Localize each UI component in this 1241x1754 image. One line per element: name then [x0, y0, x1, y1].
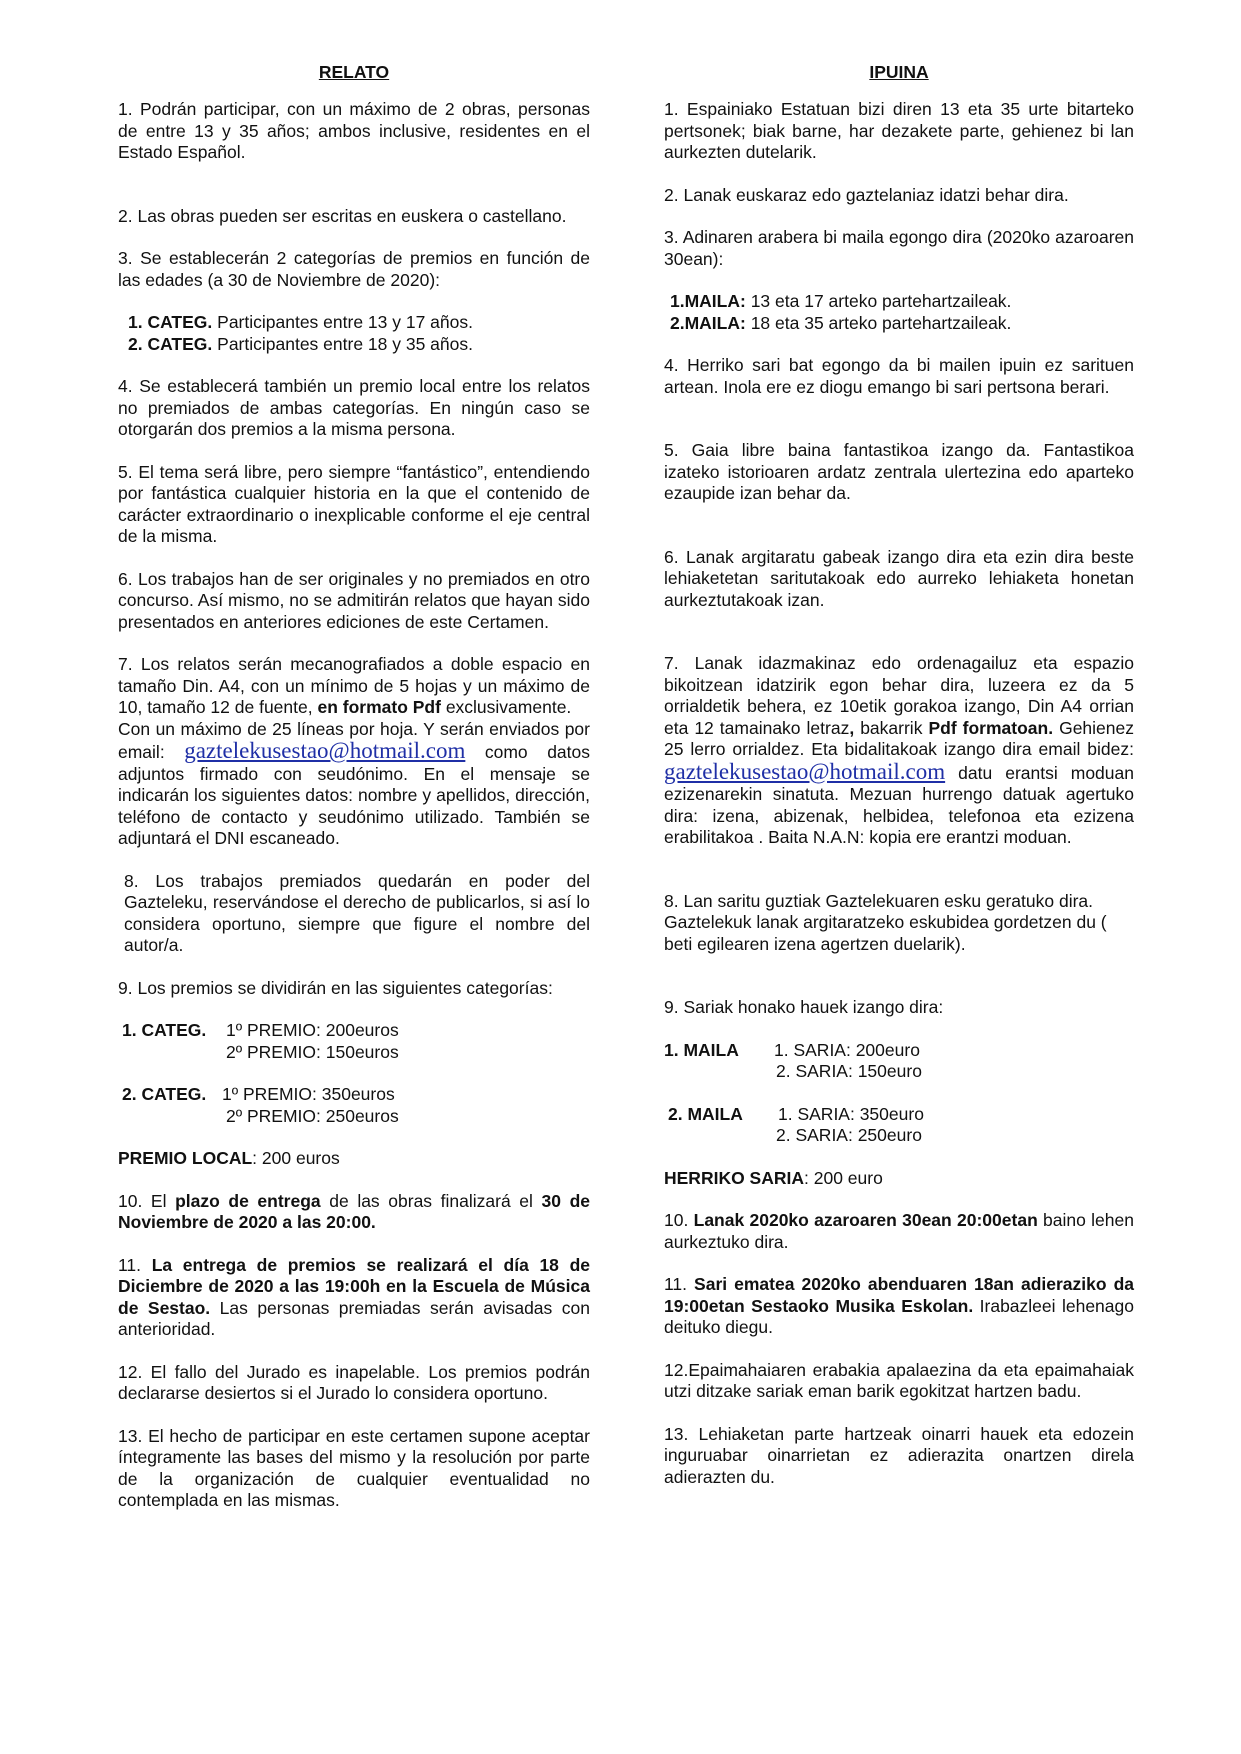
prize-category-label: 2. MAILA [668, 1103, 743, 1124]
ipuina-rule-5: 5. Gaia libre baina fantastikoa izango da. Fantastikoa izateko istorioaren ardatz zentrala ulertezina edo aparteko ezaupide izan behar da. [664, 440, 1134, 503]
relato-rule-2: 2. Las obras pueden ser escritas en euskera o castellano. [118, 205, 567, 226]
relato-rule-13: 13. El hecho de participar en este certamen supone aceptar íntegramente las bases del mismo y la resolución por parte de la organización de cualquier eventualidad no contemplada en las mismas. [118, 1425, 590, 1510]
category-text: Participantes entre 13 y 17 años. [212, 312, 473, 332]
ipuina-rule-1: 1. Espainiako Estatuan bizi diren 13 eta 35 urte bitarteko pertsonek; biak barne, har dezakete parte, gehienez bi lan aurkezten dutelarik. [664, 99, 1134, 162]
relato-rule-10: 10. El plazo de entrega de las obras finalizará el 30 de Noviembre de 2020 a las 20:00. [118, 1190, 590, 1232]
ipuina-maila-1: 1.MAILA: 13 eta 17 arteko partehartzaileak. [670, 291, 1012, 311]
ipuina-rule-9: 9. Sariak honako hauek izango dira: [664, 997, 944, 1017]
relato-rule-3: 3. Se establecerán 2 categorías de premios en función de las edades (a 30 de Noviembre de 2020): [118, 248, 590, 290]
ipuina-rule-12: 12.Epaimahaiaren erabakia apalaezina da eta epaimahaiak utzi ditzake sariak eman barik egokitzat hartzen badu. [664, 1359, 1134, 1401]
ipuina-prizes-2 [664, 1104, 1134, 1147]
relato-local-prize: PREMIO LOCAL: 200 euros [118, 1148, 340, 1168]
ipuina-rule-7: 7. Lanak idazmakinaz edo ordenagailuz eta espazio bikoitzean idatzirik egon behar dira, luzeera ez da 5 orrialdetik behera, ez 10etik gorakoa izango, Din A4 orrian eta 12 tamainako letraz, bakarrik Pdf formatoan. Gehienez 25 lerro orrialdez. Eta bidalitakoak izango dira email bidez: gaztelekusestao@hotmail.com datu erantsi moduan ezizenarekin sinatuta. Mezuan hurrengo datuak agertuko dira: izena, abizenak, helbidea, telefonoa eta ezizena erabilitakoa . Baita N.A.N: kopia ere erantzi moduan. [664, 653, 1134, 847]
relato-rule-4: 4. Se establecerá también un premio local entre los relatos no premiados de ambas categorías. En ningún caso se otorgarán dos premios a la misma persona. [118, 376, 590, 439]
prize-first: 1. SARIA: 350euro [778, 1103, 924, 1124]
prize-second: 2º PREMIO: 150euros [226, 1041, 399, 1062]
category-label: 2. CATEG. [128, 333, 213, 354]
relato-category-2 [128, 334, 590, 356]
ipuina-maila-2: 2.MAILA: 18 eta 35 arteko partehartzaileak. [670, 312, 1012, 333]
relato-rule-8: 8. Los trabajos premiados quedarán en poder del Gazteleku, reservándose el derecho de publicarlos, si así lo considera oportuno, siempre que figure el nombre del autor/a. [124, 870, 590, 955]
ipuina-rule-6: 6. Lanak argitaratu gabeak izango dira eta ezin dira beste lehiaketetan saritutakoak edo aurreko lehiaketa honetan aurkeztutakoak izan. [664, 546, 1134, 610]
relato-title: RELATO [318, 62, 390, 82]
prize-second: 2º PREMIO: 250euros [226, 1105, 399, 1126]
relato-rule-1: 1. Podrán participar, con un máximo de 2 obras, personas de entre 13 y 35 años; ambos inclusive, residentes en el Estado Español. [118, 99, 590, 162]
ipuina-rule-4: 4. Herriko sari bat egongo da bi mailen ipuin ez sarituen artean. Inola ere ez diogu emango bi sari pertsona berari. [664, 355, 1134, 397]
relato-rule-5: 5. El tema será libre, pero siempre “fantástico”, entendiendo por fantástica cualquier historia en la que el contenido de carácter extraordinario o inexplicable conforme el eje central de la misma. [118, 461, 590, 546]
ipuina-mailak [664, 291, 1134, 334]
ipuina-rule-2: 2. Lanak euskaraz edo gaztelaniaz idatzi behar dira. [664, 184, 1069, 205]
relato-prizes-1 [118, 1020, 590, 1063]
relato-categories [118, 312, 590, 355]
email-link[interactable]: gaztelekusestao@hotmail.com [184, 738, 466, 763]
relato-rule-7: 7. Los relatos serán mecanografiados a doble espacio en tamaño Din. A4, con un mínimo de 5 hojas y un máximo de 10, tamaño 12 de fuente, en formato Pdf exclusivamente. Con un máximo de 25 líneas por hoja. Y serán enviados por email: gaztelekusestao@hotmail.com como datos adjuntos firmado con seudónimo. En el mensaje se indicarán los siguientes datos: nombre y apellidos, dirección, teléfono de contacto y seudónimo utilizado. También se adjuntará el DNI escaneado. [118, 654, 591, 848]
ipuina-column [664, 62, 1134, 1488]
relato-prizes-2 [118, 1084, 590, 1127]
prize-second: 2. SARIA: 150euro [776, 1061, 922, 1081]
relato-rule-6: 6. Los trabajos han de ser originales y no premiados en otro concurso. Así mismo, no se admitirán relatos que hayan sido presentados en anteriores ediciones de este Certamen. [118, 568, 590, 632]
prize-first: 1. SARIA: 200euro [774, 1039, 920, 1060]
relato-rule-11: 11. La entrega de premios se realizará el día 18 de Diciembre de 2020 a las 19:00h en la Escuela de Música de Sestao. Las personas premiadas serán avisadas con anterioridad. [118, 1254, 590, 1339]
category-label: 1. CATEG. [128, 312, 213, 332]
ipuina-rule-11: 11. Sari ematea 2020ko abenduaren 18an adieraziko da 19:00etan Sestaoko Musika Eskolan. Irabazleei lehenago deituko diegu. [664, 1274, 1134, 1337]
ipuina-rule-8: 8. Lan saritu guztiak Gaztelekuaren esku geratuko dira. Gaztelekuk lanak argitaratzeko eskubidea gordetzen du ( beti egilearen izena agertzen duelarik). [664, 890, 1107, 954]
prize-second: 2. SARIA: 250euro [776, 1125, 922, 1145]
prize-first: 1º PREMIO: 200euros [226, 1020, 399, 1040]
prize-category-label: 1. CATEG. [122, 1020, 207, 1040]
email-link[interactable]: gaztelekusestao@hotmail.com [664, 758, 946, 784]
relato-category-1 [128, 312, 590, 334]
relato-rule-12: 12. El fallo del Jurado es inapelable. Los premios podrán declararse desiertos si el Jurado lo considera oportuno. [118, 1361, 590, 1403]
relato-column [118, 62, 590, 1512]
prize-category-label: 2. CATEG. [122, 1084, 207, 1104]
prize-category-label: 1. MAILA [664, 1039, 739, 1060]
ipuina-local-prize: HERRIKO SARIA: 200 euro [664, 1167, 883, 1188]
ipuina-title: IPUINA [869, 62, 929, 82]
category-text: Participantes entre 18 y 35 años. [212, 333, 473, 354]
ipuina-rule-13: 13. Lehiaketan parte hartzeak oinarri hauek eta edozein inguruabar oinarrietan ez adierazita onartzen direla adierazten du. [664, 1423, 1134, 1487]
ipuina-rule-10: 10. Lanak 2020ko azaroaren 30ean 20:00etan baino lehen aurkeztuko dira. [664, 1210, 1134, 1252]
prize-first: 1º PREMIO: 350euros [222, 1084, 395, 1104]
ipuina-prizes-1 [664, 1040, 1134, 1083]
relato-rule-9: 9. Los premios se dividirán en las siguientes categorías: [118, 977, 553, 998]
ipuina-rule-3: 3. Adinaren arabera bi maila egongo dira (2020ko azaroaren 30ean): [664, 227, 1134, 269]
